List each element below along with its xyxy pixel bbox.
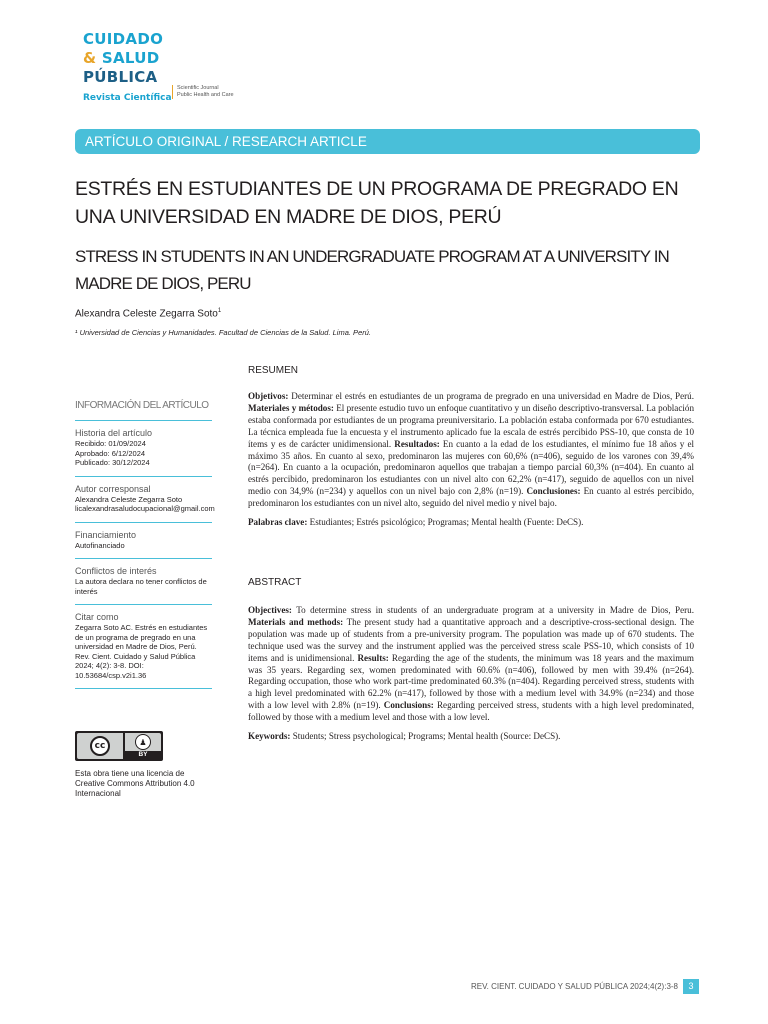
affiliation: ¹ Universidad de Ciencias y Humanidades. Facultad de Ciencias de la Salud. Lima. Perú. (75, 328, 371, 337)
page-number: 3 (683, 979, 699, 994)
abstract-methods: The present study had a quantitative approach and a descriptive-cross-sectional design. The population was made up of students from a pre-university program. The population was made up of 670 students. The technique used was the survey and the instrument applied was the perceived stress scale PSS-10, which consists of 10 items and is unidimensional. (248, 616, 695, 663)
cite-section (75, 605, 212, 689)
abstract-methods-label: Materials and methods: (248, 616, 344, 627)
corresponding-author-section (75, 477, 215, 523)
logo-subtitle: Revista Científica (83, 93, 172, 103)
author-name: Alexandra Celeste Zegarra Soto (75, 308, 218, 320)
article-type-banner: ARTÍCULO ORIGINAL / RESEARCH ARTICLE (75, 129, 700, 154)
logo-line-1: CUIDADO (83, 30, 164, 48)
logo-side-line-1: Scientific Journal (177, 85, 219, 91)
corresponding-author-email[interactable]: licalexandrasaludocupacional@gmail.com (75, 504, 215, 513)
abstract-objectives: To determine stress in students of an undergraduate program at a university in Madre de Dios, Peru. (296, 605, 694, 615)
conflicts-title: Conflictos de interés (75, 566, 157, 576)
resumen-objetivos-label: Objetivos: (248, 391, 289, 401)
article-info-sidebar (75, 400, 215, 689)
abstract-results-label: Results: (357, 652, 389, 663)
license-text: Esta obra tiene una licencia de Creative Commons Attribution 4.0 Internacional (75, 769, 195, 798)
resumen-conclusiones: En cuanto al estrés percibido, predominaron los estudiantes con un nivel alto, seguido del nivel medio y nivel bajo. (248, 486, 695, 509)
journal-logo (83, 30, 172, 105)
resumen-resultados-label: Resultados: (394, 438, 440, 449)
abstract-keywords (248, 731, 694, 743)
abstract-conclusions-label: Conclusions: (383, 700, 434, 711)
resumen-resultados: En cuanto a la edad de los estudiantes, el mínimo fue 18 años y el máximo 35 años. En cuanto al sexo, predominaron las mujeres con 60,6% (n=406), seguido de los varones con 39,4% (n=264). En cuanto a la ocupación, predominaron aquellos que trabajan a tiempo parcial 60,3% (n=404). En cuanto al estrés percibido, predominaron los estudiantes con un nivel alto con 62,2% (n=417), seguido de aquellos con un nivel medio con 34,9% (n=234) y aquellos con un nivel bajo con 2,8% (n=19). (248, 438, 695, 497)
abstract-keywords-text: Students; Stress psychological; Programs; Mental health (Source: DeCS). (292, 731, 561, 742)
person-icon: ♟ (135, 734, 151, 750)
received-date: Recibido: 01/09/2024 (75, 439, 146, 448)
resumen-metodos-label: Materiales y métodos: (248, 402, 334, 413)
cc-icon: cc (90, 736, 110, 756)
resumen-keywords-label: Palabras clave: (248, 517, 308, 528)
author-line (75, 308, 221, 319)
funding-title: Financiamiento (75, 529, 137, 540)
abstract-body (248, 605, 694, 724)
logo-line-2: SALUD (101, 49, 160, 67)
resumen-body (248, 391, 694, 510)
abstract-results: Regarding the age of the students, the minimum was 18 years and the maximum was 35 years. Regarding sex, women predominated with 60.6% (n=406), followed by men with 39.4% (n=264). Regarding occupation, those who work part-time predominated 60.3% (n=404). Regarding perceived stress, students with a high level predominated with 62.2% (n=417), followed by those with a medium level with 34.9% (n=234) and those with a low level with 2.8% (n=19). (248, 652, 694, 711)
abstract-conclusions: Regarding perceived stress, students with a high level predominated, followed by those with a medium level and those with a low level. (248, 700, 694, 723)
logo-side-line-2: Public Health and Care (177, 92, 234, 98)
abstract-heading: ABSTRACT (248, 577, 302, 588)
abstract-keywords-label: Keywords: (248, 731, 291, 742)
published-date: Publicado: 30/12/2024 (75, 458, 150, 467)
author-sup: 1 (217, 308, 222, 314)
article-title-en: STRESS IN STUDENTS IN AN UNDERGRADUATE PROGRAM AT A UNIVERSITY IN MADRE DE DIOS, PERU (75, 247, 669, 293)
resumen-objetivos: Determinar el estrés en estudiantes de un programa de pregrado en una universidad en Madre de Dios, Perú. (291, 391, 694, 401)
article-info-heading: INFORMACIÓN DEL ARTÍCULO (75, 400, 212, 421)
resumen-keywords-text: Estudiantes; Estrés psicológico; Programas; Mental health (Fuente: DeCS). (309, 517, 584, 528)
funding-section (75, 523, 212, 560)
corresponding-author-name: Alexandra Celeste Zegarra Soto (75, 494, 183, 504)
footer-citation: REV. CIENT. CUIDADO Y SALUD PÚBLICA 2024;4(2):3-8 (470, 982, 678, 991)
cite-text: Zegarra Soto AC. Estrés en estudiantes de un programa de pregrado en una universidad en Madre de Dios, Perú. Rev. Cient. Cuidado y Salud Pública 2024; 4(2): 3-8. DOI: 10.53684/csp.v2i1.36 (75, 623, 208, 680)
logo-side-text (172, 85, 257, 99)
abstract-objectives-label: Objectives: (248, 605, 292, 615)
logo-ampersand: & (83, 49, 97, 67)
by-label: BY (125, 751, 161, 759)
conflicts-text: La autora declara no tener conflictos de interés (75, 577, 207, 596)
resumen-metodos: El presente estudio tuvo un enfoque cuantitativo y un diseño descriptivo-transversal. La población estaba conformada por estudiantes de un programa preuniversitario. La población estaba conformada por 670 estudiantes. La técnica empleada fue la encuesta y el instrumento aplicado fue la escala de estrés percibido PSS-10, que consta de 10 ítems y es de carácter unidimensional. (248, 402, 695, 449)
approved-date: Aprobado: 6/12/2024 (75, 448, 146, 458)
resumen-heading: RESUMEN (248, 365, 299, 376)
cc-by-badge[interactable] (75, 731, 163, 761)
funding-text: Autofinanciado (75, 540, 125, 550)
resumen-conclusiones-label: Conclusiones: (526, 486, 581, 497)
resumen-section (248, 365, 694, 529)
abstract-section (248, 577, 694, 743)
history-title: Historia del artículo (75, 428, 153, 438)
history-section (75, 421, 212, 477)
article-title-es: ESTRÉS EN ESTUDIANTES DE UN PROGRAMA DE PREGRADO EN UNA UNIVERSIDAD EN MADRE DE DIOS, PERÚ (75, 178, 679, 228)
conflicts-section (75, 559, 212, 605)
logo-line-3: PÚBLICA (83, 68, 158, 86)
corresponding-author-title: Autor corresponsal (75, 483, 151, 494)
cite-title: Citar como (75, 612, 119, 622)
resumen-keywords (248, 517, 694, 529)
